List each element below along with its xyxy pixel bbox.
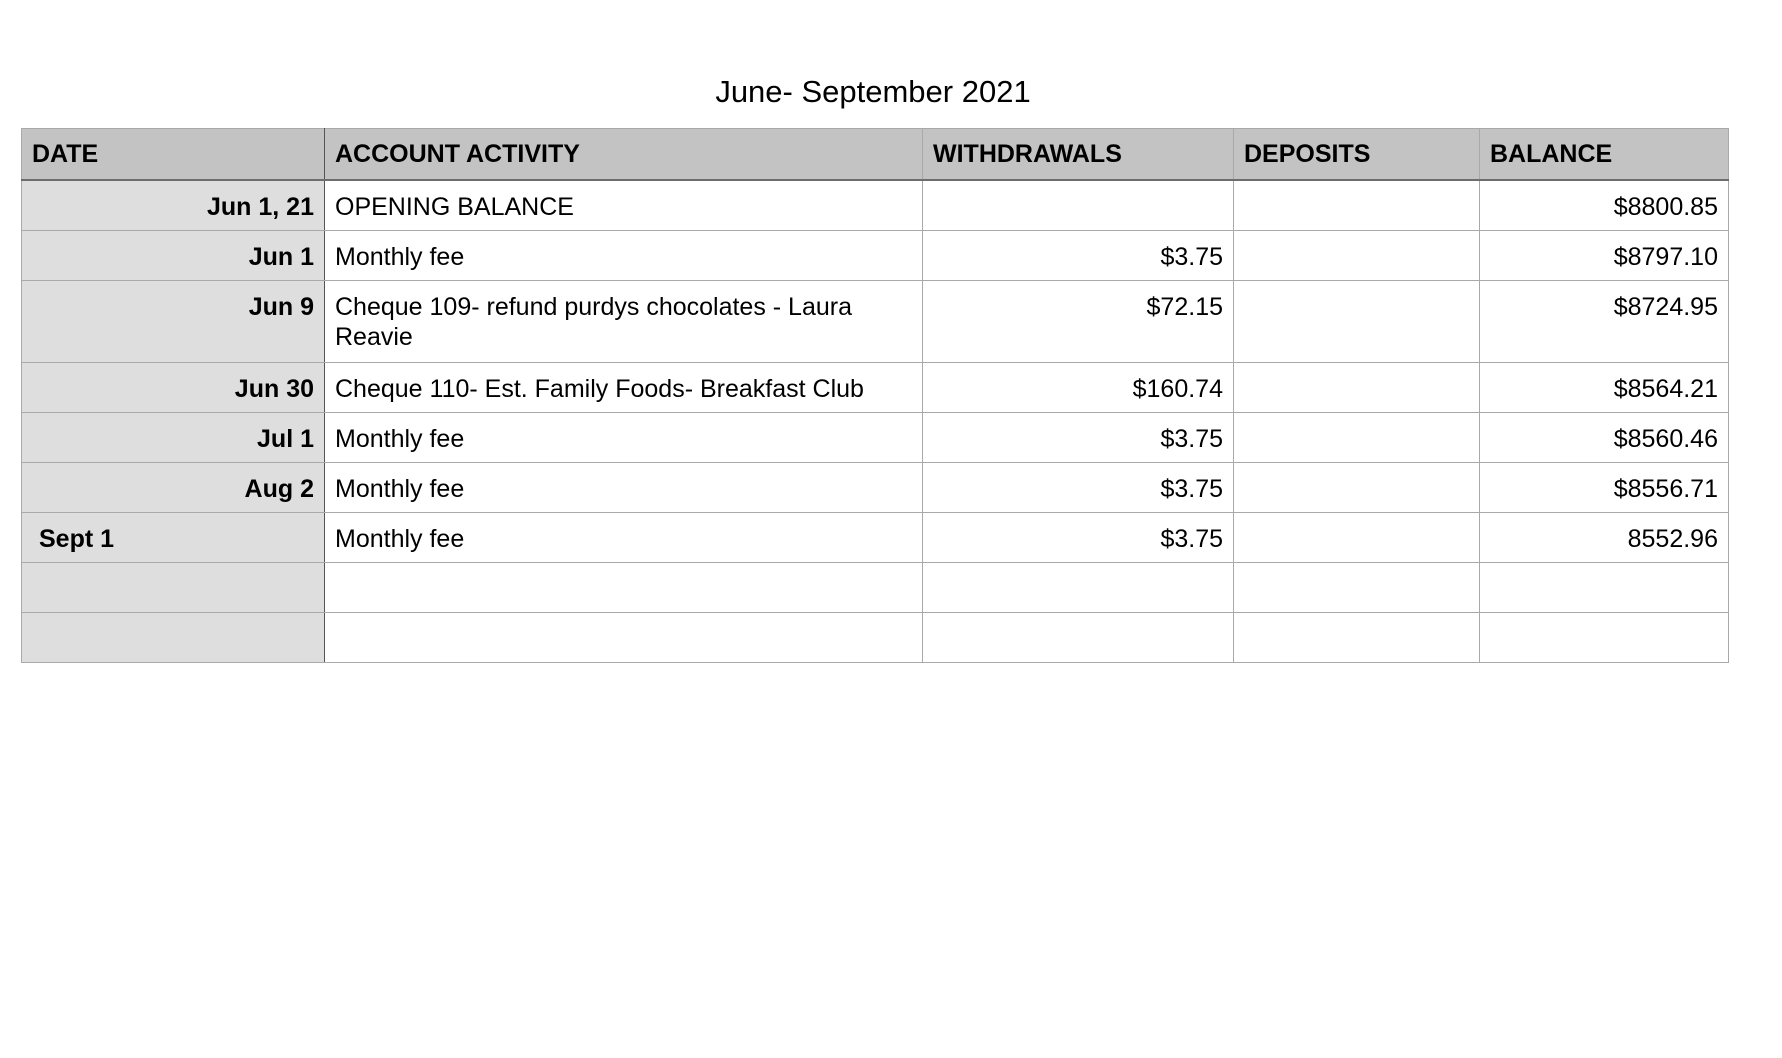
header-row (22, 129, 1729, 181)
date-cell[interactable]: Jul 1 (22, 412, 325, 462)
balance-cell[interactable]: $8800.85 (1480, 180, 1729, 230)
date-cell[interactable]: Jun 1, 21 (22, 180, 325, 230)
date-cell[interactable]: Sept 1 (22, 512, 325, 562)
withdrawal-cell[interactable]: $72.15 (923, 280, 1234, 362)
deposit-cell[interactable] (1234, 280, 1480, 362)
date-cell[interactable] (22, 562, 325, 612)
balance-cell[interactable]: $8560.46 (1480, 412, 1729, 462)
withdrawal-cell[interactable]: $3.75 (923, 230, 1234, 280)
column-header-date[interactable]: DATE (22, 129, 325, 181)
activity-cell[interactable]: Cheque 110- Est. Family Foods- Breakfast Club (325, 362, 923, 412)
activity-cell[interactable]: Monthly fee (325, 512, 923, 562)
table-row (22, 612, 1729, 662)
table-row (22, 462, 1729, 512)
withdrawal-cell[interactable]: $160.74 (923, 362, 1234, 412)
activity-cell[interactable]: Monthly fee (325, 412, 923, 462)
column-header-balance[interactable]: BALANCE (1480, 129, 1729, 181)
ledger-table (21, 128, 1729, 663)
balance-cell[interactable]: $8797.10 (1480, 230, 1729, 280)
date-cell[interactable]: Jun 1 (22, 230, 325, 280)
activity-cell[interactable]: Monthly fee (325, 462, 923, 512)
deposit-cell[interactable] (1234, 462, 1480, 512)
activity-cell[interactable] (325, 562, 923, 612)
withdrawal-cell[interactable]: $3.75 (923, 412, 1234, 462)
deposit-cell[interactable] (1234, 512, 1480, 562)
activity-cell[interactable]: Monthly fee (325, 230, 923, 280)
deposit-cell[interactable] (1234, 412, 1480, 462)
deposit-cell[interactable] (1234, 230, 1480, 280)
balance-cell[interactable] (1480, 612, 1729, 662)
balance-cell[interactable] (1480, 562, 1729, 612)
balance-cell[interactable]: $8556.71 (1480, 462, 1729, 512)
balance-cell[interactable]: $8564.21 (1480, 362, 1729, 412)
date-cell[interactable]: Jun 9 (22, 280, 325, 362)
activity-cell[interactable]: OPENING BALANCE (325, 180, 923, 230)
date-cell[interactable]: Aug 2 (22, 462, 325, 512)
table-row (22, 280, 1729, 362)
deposit-cell[interactable] (1234, 180, 1480, 230)
balance-cell[interactable]: $8724.95 (1480, 280, 1729, 362)
withdrawal-cell[interactable] (923, 562, 1234, 612)
deposit-cell[interactable] (1234, 612, 1480, 662)
column-header-account-activity[interactable]: ACCOUNT ACTIVITY (325, 129, 923, 181)
activity-cell[interactable]: Cheque 109- refund purdys chocolates - Laura Reavie (325, 280, 923, 362)
column-header-deposits[interactable]: DEPOSITS (1234, 129, 1480, 181)
withdrawal-cell[interactable]: $3.75 (923, 462, 1234, 512)
withdrawal-cell[interactable] (923, 180, 1234, 230)
withdrawal-cell[interactable]: $3.75 (923, 512, 1234, 562)
deposit-cell[interactable] (1234, 562, 1480, 612)
table-row (22, 562, 1729, 612)
table-row (22, 412, 1729, 462)
table-row (22, 230, 1729, 280)
table-row (22, 180, 1729, 230)
deposit-cell[interactable] (1234, 362, 1480, 412)
sheet-title: June- September 2021 (715, 74, 1031, 109)
column-header-withdrawals[interactable]: WITHDRAWALS (923, 129, 1234, 181)
date-cell[interactable] (22, 612, 325, 662)
activity-cell[interactable] (325, 612, 923, 662)
balance-cell[interactable]: 8552.96 (1480, 512, 1729, 562)
table-row (22, 362, 1729, 412)
withdrawal-cell[interactable] (923, 612, 1234, 662)
table-row (22, 512, 1729, 562)
date-cell[interactable]: Jun 30 (22, 362, 325, 412)
